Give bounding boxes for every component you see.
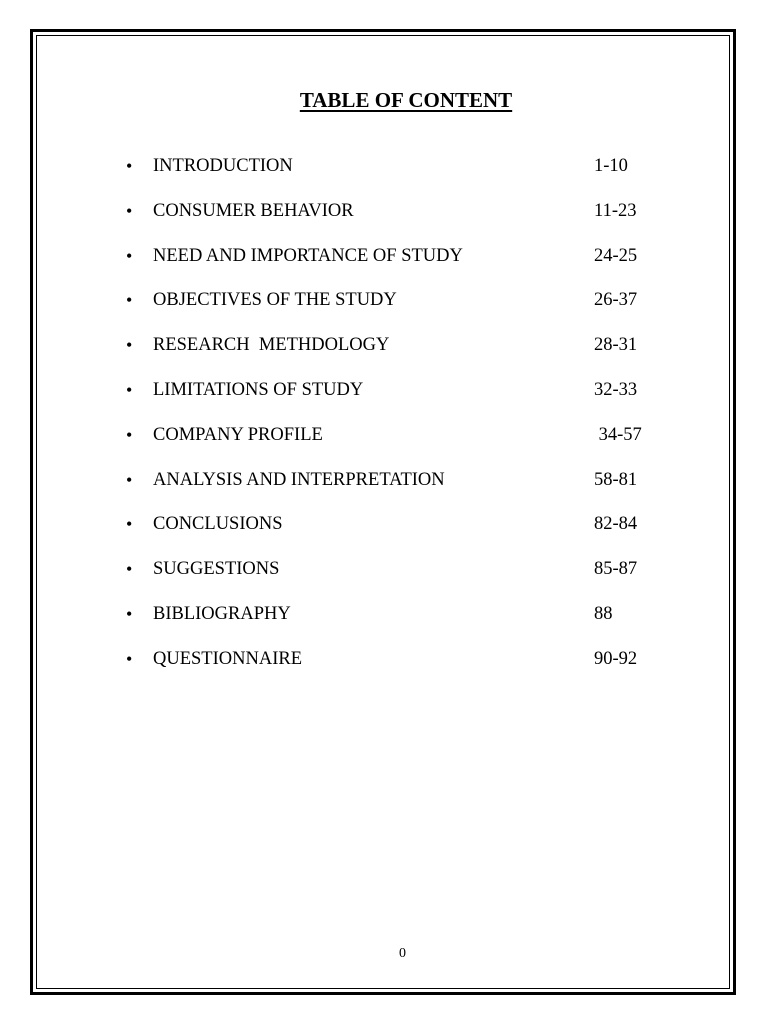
toc-entry-pages: 82-84 [594, 514, 638, 535]
bullet-icon: • [126, 156, 133, 176]
toc-entry-label: SUGGESTIONS [153, 559, 280, 580]
bullet-icon: • [126, 603, 133, 624]
toc-entry-pages: 11-23 [594, 200, 637, 221]
toc-entry-pages: 24-25 [594, 245, 638, 266]
bullet-icon: • [126, 648, 133, 669]
toc-entry [126, 467, 686, 512]
toc-entry [126, 511, 686, 556]
bullet-icon: • [126, 245, 133, 266]
toc-entry [126, 243, 686, 288]
bullet-icon: • [126, 469, 133, 490]
toc-entry-pages: 32-33 [594, 379, 638, 400]
toc-entry-label: ANALYSIS AND INTERPRETATION [153, 469, 445, 490]
bullet-icon: • [126, 514, 133, 535]
table-of-contents-list [126, 153, 686, 691]
toc-entry-label: QUESTIONNAIRE [153, 648, 303, 669]
toc-entry [126, 601, 686, 646]
toc-entry-pages: 1-10 [594, 156, 628, 176]
toc-entry-label: BIBLIOGRAPHY [153, 603, 291, 624]
toc-entry [126, 377, 686, 422]
toc-entry-pages: 58-81 [594, 469, 638, 490]
toc-entry-label: CONCLUSIONS [153, 514, 283, 535]
toc-entry [126, 332, 686, 377]
toc-entry-label: INTRODUCTION [153, 156, 293, 176]
toc-entry [126, 287, 686, 332]
toc-entry [126, 422, 686, 467]
toc-entry-pages: 26-37 [594, 290, 638, 311]
toc-entry-pages: 34-57 [594, 424, 642, 445]
toc-entry-pages: 90-92 [594, 648, 638, 669]
toc-entry-pages: 88 [594, 603, 613, 624]
toc-entry [126, 153, 686, 198]
toc-entry-pages: 28-31 [594, 335, 638, 356]
page-number: 0 [399, 946, 406, 961]
toc-entry-label: OBJECTIVES OF THE STUDY [153, 290, 397, 311]
toc-entry-pages: 85-87 [594, 559, 638, 580]
bullet-icon: • [126, 424, 133, 445]
bullet-icon: • [126, 200, 133, 221]
toc-entry-label: LIMITATIONS OF STUDY [153, 379, 364, 400]
toc-entry-label: NEED AND IMPORTANCE OF STUDY [153, 245, 463, 266]
bullet-icon: • [126, 290, 133, 311]
bullet-icon: • [126, 335, 133, 356]
toc-entry [126, 556, 686, 601]
toc-entry [126, 646, 686, 691]
toc-entry-label: COMPANY PROFILE [153, 424, 323, 445]
toc-entry-label: RESEARCH METHDOLOGY [153, 335, 390, 356]
toc-entry [126, 198, 686, 243]
bullet-icon: • [126, 559, 133, 580]
toc-entry-label: CONSUMER BEHAVIOR [153, 200, 354, 221]
bullet-icon: • [126, 379, 133, 400]
page-title: TABLE OF CONTENT [299, 88, 513, 112]
